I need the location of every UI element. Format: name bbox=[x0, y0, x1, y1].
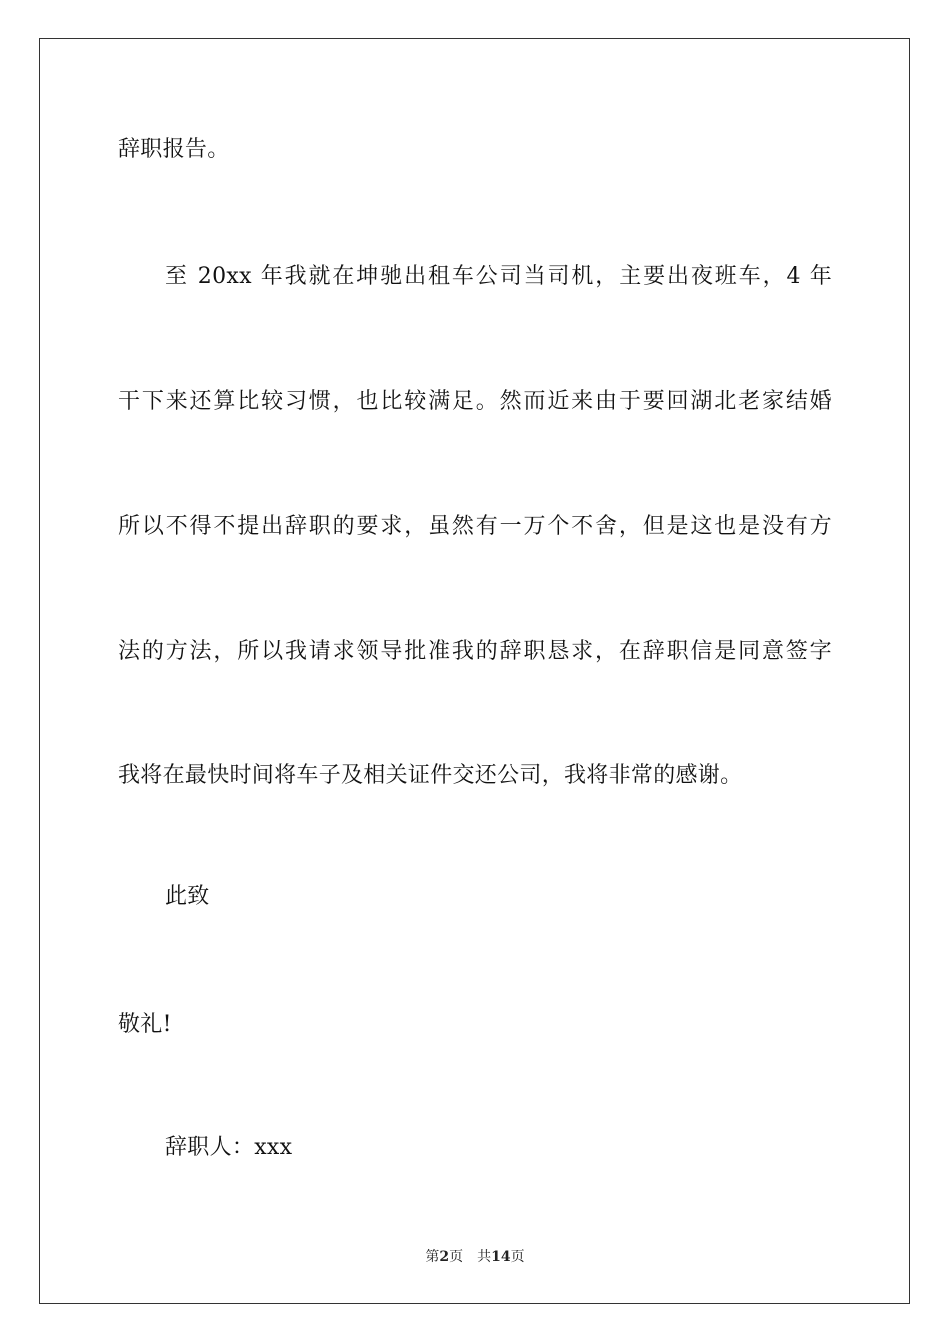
page-border bbox=[39, 38, 910, 1304]
text-line-2: 至 20xx 年我就在坤驰出租车公司当司机，主要出夜班车，4 年 bbox=[165, 264, 832, 289]
total-suffix: 页 bbox=[510, 1249, 525, 1265]
text-line-1: 辞职报告。 bbox=[118, 137, 230, 162]
page-prefix: 第 bbox=[425, 1249, 440, 1265]
text-line-6: 我将在最快时间将车子及相关证件交还公司，我将非常的感谢。 bbox=[118, 763, 743, 788]
text-line-3: 干下来还算比较习惯，也比较满足。然而近来由于要回湖北老家结婚 bbox=[118, 389, 832, 414]
total-pages: 14 bbox=[491, 1249, 511, 1265]
text-line-5: 法的方法，所以我请求领导批准我的辞职恳求，在辞职信是同意签字 bbox=[118, 639, 832, 664]
signature-line: 辞职人：xxx bbox=[165, 1135, 293, 1160]
total-prefix: 共 bbox=[477, 1249, 492, 1265]
page-number: 2 bbox=[439, 1249, 450, 1265]
closing-greeting: 此致 bbox=[165, 884, 210, 909]
page-footer bbox=[0, 1248, 950, 1266]
page-suffix: 页 bbox=[449, 1249, 464, 1265]
salutation: 敬礼! bbox=[118, 1012, 172, 1037]
text-line-4: 所以不得不提出辞职的要求，虽然有一万个不舍，但是这也是没有方 bbox=[118, 514, 832, 539]
